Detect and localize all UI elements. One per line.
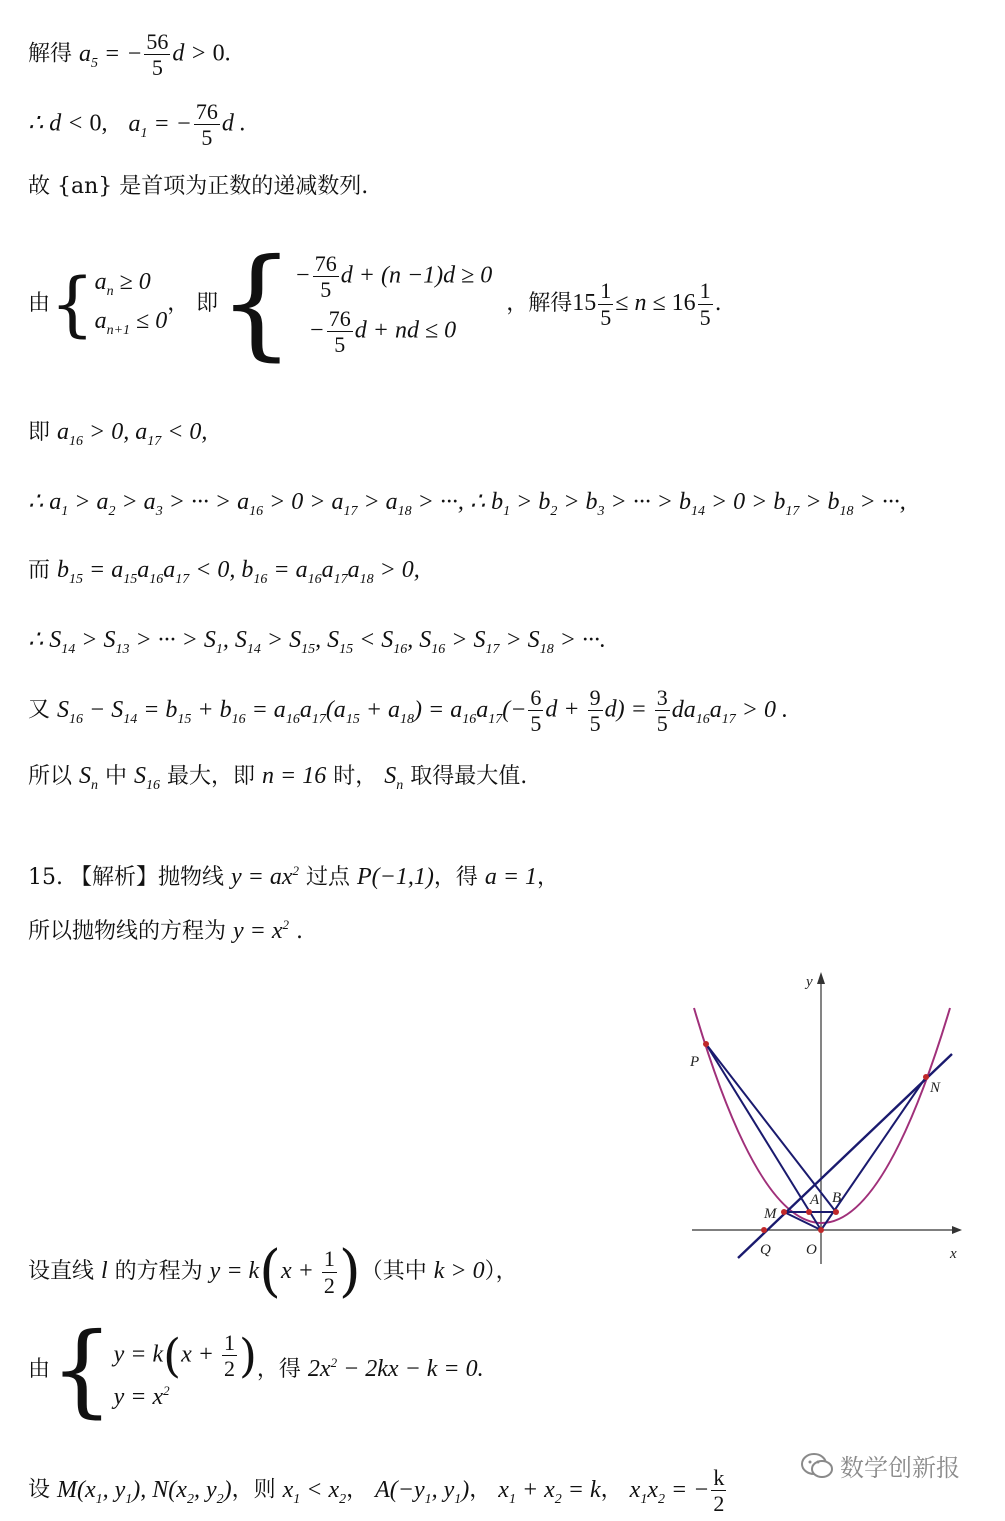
line-2: ∴ d < 0, $a_1$ = − $\frac{76}{5}$ d . [28, 99, 246, 151]
label-P: P [690, 1054, 700, 1070]
line-10: 所以 $S_n$ 中 $S_{16}$ 最大，即 n = 16 时， $S_n$ 取得最大值. [28, 763, 528, 793]
point-M [781, 1209, 787, 1215]
point-Q [761, 1227, 767, 1233]
line-6: ∴ $a_1 > a_2 > a_3$ > ··· > $a_{16} > 0 > a_{17} > a_{18}$ > ···, ∴ $b_1 > b_2 > b_3$ > ··· > $b_{14} > 0 > b_{17} > b_{18}$ > ···, [28, 489, 906, 519]
line-1: 解得 $a_5$ = − $\frac{56}{5}$ d > 0. [28, 29, 231, 81]
x-axis-arrow [952, 1226, 962, 1234]
line-12: 所以抛物线的方程为 $y = x^2$ . [28, 917, 303, 944]
line-4-system: 由{ $a_n \ge 0$ $a_{n+1} \le 0$ ， 即{ − $\frac{76}{5}$ d + (n −1)d ≥ 0 − $\frac{76}{5}$ d + nd ≤ 0 ，解得15 $\frac{1}{5}$ ≤ n ≤ 16 $\frac{1}{5}$ . [28, 234, 722, 373]
watermark-text: 数学创新报 [840, 1454, 960, 1482]
line-8: ∴ $S_{14} > S_{13}$ > ··· > $S_1$, $S_{14} > S_{15}$, $S_{15} < S_{16}$, $S_{16} > S_{17} > S_{18}$ > ···. [28, 627, 606, 657]
line-PB [706, 1044, 836, 1212]
point-P [703, 1041, 709, 1047]
line-7: 而 $b_{15} = a_{15}a_{16}a_{17} < 0$, $b_{16} = a_{16}a_{17}a_{18} > 0$, [28, 557, 420, 587]
line-NO [821, 1077, 926, 1230]
label-B: B [832, 1190, 842, 1206]
watermark [800, 1448, 960, 1483]
parabola-graph [688, 968, 968, 1264]
line-3: 故 {an} 是首项为正数的递减数列. [28, 174, 369, 199]
line-15: 设 $M(x_1$, $y_1$), $N(x_2$, $y_2$)，则 $x_1 < x_2$， $A(-y_1$, $y_1$)， $x_1 + x_2 = k$， $x_1x_2$ = − $\frac{k}{2}$ [28, 1465, 725, 1517]
label-Q: Q [760, 1242, 771, 1258]
line-9: 又 $S_{16} - S_{14} = b_{15} + b_{16} = a_{16}a_{17}(a_{15} + a_{18}) = a_{16}a_{17}(-$ $\frac{6}{5}$ d + $\frac{9}{5}$ d) = $\frac{3}{5}$ $da_{16}a_{17} > 0$ . [28, 685, 788, 737]
line-14: 由{ y = k(x + $\frac{1}{2}$ ) $y = x^2$ ，得 $2x^2 - 2kx - k = 0$. [28, 1311, 484, 1428]
label-x: x [950, 1246, 957, 1262]
line-PO [706, 1044, 821, 1230]
point-B [833, 1209, 839, 1215]
label-N: N [930, 1080, 941, 1096]
line-11: 15. 【解析】抛物线 $y = ax^2$ 过点 P(−1,1)，得 a = 1， [28, 863, 560, 890]
point-O [818, 1227, 824, 1233]
label-O: O [806, 1242, 817, 1258]
point-N [923, 1074, 929, 1080]
line-13: 设直线 l 的方程为 y = k(x + $\frac{1}{2}$ )（其中 k > 0）， [28, 1239, 518, 1304]
y-axis-arrow [817, 972, 825, 984]
label-M: M [764, 1206, 777, 1222]
line-5: 即 $a_{16} > 0$, $a_{17} < 0$, [28, 419, 208, 449]
label-y: y [806, 974, 813, 990]
point-A [806, 1209, 812, 1215]
parabola-curve [694, 1008, 950, 1223]
wechat-icon [800, 1451, 834, 1481]
label-A: A [810, 1192, 820, 1208]
